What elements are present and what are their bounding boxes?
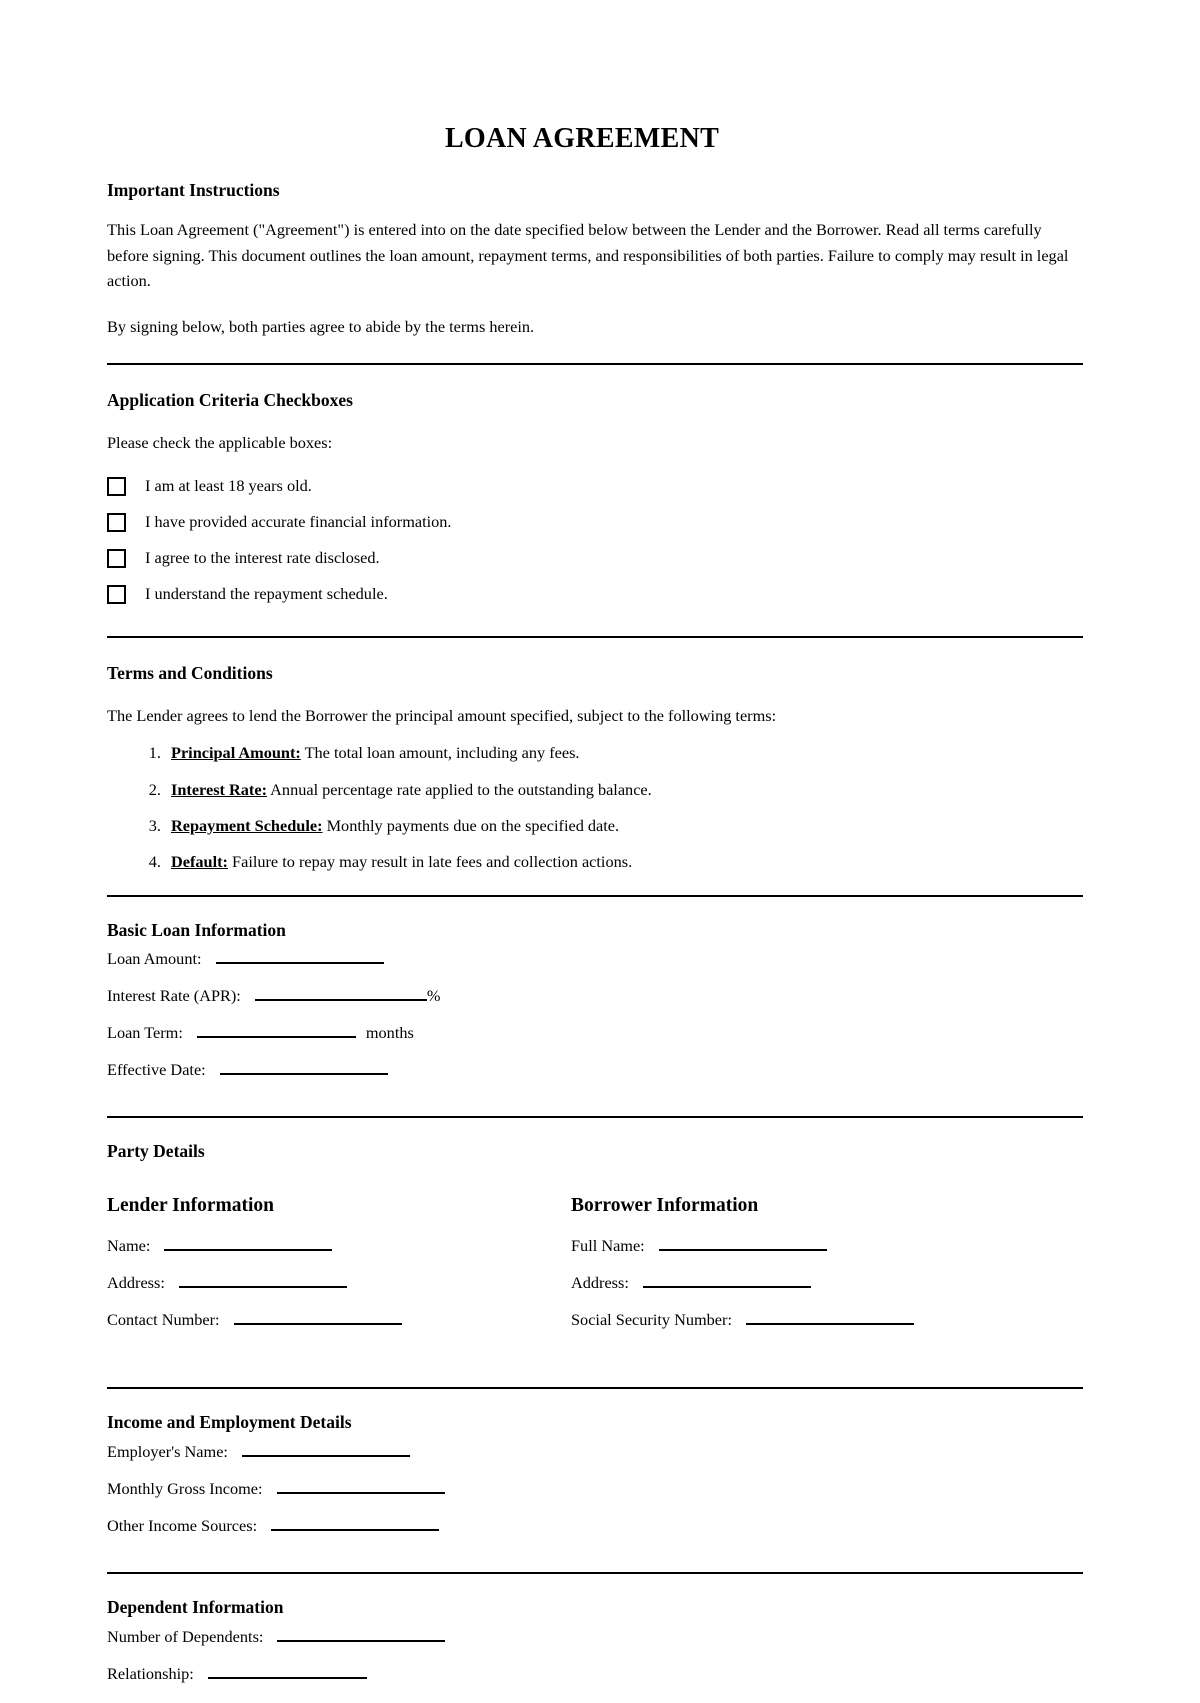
field-input-number-of-dependents[interactable] (277, 1629, 445, 1642)
field-label-loan-term: Loan Term: (107, 1023, 183, 1043)
borrower-information-column (571, 1193, 1075, 1349)
field-label-borrower-address: Address: (571, 1273, 629, 1293)
field-label-borrower-full-name: Full Name: (571, 1236, 645, 1256)
field-input-employers-name[interactable] (242, 1444, 410, 1457)
field-input-lender-address[interactable] (179, 1275, 347, 1288)
field-row-lender-address (107, 1275, 571, 1312)
term-text-interest-rate: Annual percentage rate applied to the outstanding balance. (267, 779, 652, 799)
checkbox-item-repayment-schedule[interactable] (107, 576, 1075, 612)
term-text-default: Failure to repay may result in late fees and collection actions. (227, 852, 633, 872)
field-input-effective-date[interactable] (220, 1062, 388, 1075)
term-lead-default: Default: (171, 852, 228, 872)
checkbox-item-financial-info[interactable] (107, 504, 1075, 540)
term-lead-interest-rate: Interest Rate: (171, 779, 267, 799)
checkbox-label-age: I am at least 18 years old. (145, 476, 312, 496)
checkbox-label-repayment-schedule: I understand the repayment schedule. (145, 584, 388, 604)
checkbox-icon-financial-info[interactable] (107, 513, 126, 532)
field-label-lender-contact-number: Contact Number: (107, 1310, 220, 1330)
field-suffix-percent: % (426, 986, 441, 1006)
checkbox-label-financial-info: I have provided accurate financial information. (145, 512, 452, 532)
instructions-paragraph-2: By signing below, both parties agree to abide by the terms herein. (107, 316, 535, 336)
field-suffix-months: months (365, 1023, 414, 1043)
basic-loan-fields (107, 951, 1075, 1099)
terms-and-conditions-list (107, 745, 1075, 870)
term-lead-principal-amount: Principal Amount: (171, 743, 301, 763)
field-label-interest-rate-apr: Interest Rate (APR): (107, 986, 241, 1006)
term-text-principal-amount: The total loan amount, including any fees. (300, 743, 580, 763)
instructions-paragraph-1: This Loan Agreement ("Agreement") is entered into on the date specified below between the Lender and the Borrower. Read all terms carefully before signing. This document outlines the loan amount, repayment terms, and responsibilities of both parties. Failure to comply may result in legal action. (107, 220, 1069, 291)
checkbox-label-interest-rate: I agree to the interest rate disclosed. (145, 548, 380, 568)
checkbox-item-interest-rate[interactable] (107, 540, 1075, 576)
field-row-number-of-dependents (107, 1626, 1075, 1666)
field-label-effective-date: Effective Date: (107, 1060, 206, 1080)
field-input-borrower-address[interactable] (643, 1275, 811, 1288)
field-row-borrower-full-name (571, 1238, 1075, 1275)
lender-information-column (107, 1193, 571, 1349)
section-heading-important-instructions: Important Instructions (107, 179, 280, 200)
checkbox-icon-interest-rate[interactable] (107, 549, 126, 568)
field-row-effective-date (107, 1062, 1075, 1099)
checkbox-item-age[interactable] (107, 468, 1075, 504)
terms-list-item (165, 779, 1075, 799)
field-label-number-of-dependents: Number of Dependents: (107, 1626, 264, 1646)
field-input-borrower-full-name[interactable] (659, 1238, 827, 1251)
field-label-other-income-sources: Other Income Sources: (107, 1516, 258, 1536)
field-row-loan-term (107, 1025, 1075, 1062)
dependent-information-fields (107, 1626, 1075, 1703)
field-row-employers-name (107, 1444, 1075, 1481)
field-label-borrower-ssn: Social Security Number: (571, 1310, 732, 1330)
field-input-interest-rate-apr[interactable] (255, 988, 427, 1001)
field-input-monthly-gross-income[interactable] (277, 1481, 445, 1494)
field-label-loan-amount: Loan Amount: (107, 949, 202, 969)
checkbox-icon-age[interactable] (107, 477, 126, 496)
page-title: LOAN AGREEMENT (444, 123, 720, 154)
field-row-borrower-ssn (571, 1312, 1075, 1349)
section-heading-terms-and-conditions: Terms and Conditions (107, 663, 273, 684)
section-heading-party-details: Party Details (107, 1141, 205, 1162)
field-input-lender-name[interactable] (164, 1238, 332, 1251)
field-input-relationship[interactable] (208, 1666, 367, 1679)
section-heading-income-and-employment: Income and Employment Details (107, 1412, 352, 1433)
field-input-lender-contact-number[interactable] (234, 1312, 402, 1325)
field-row-lender-contact-number (107, 1312, 571, 1349)
sub-heading-borrower-information: Borrower Information (571, 1195, 759, 1217)
field-row-monthly-gross-income (107, 1481, 1075, 1518)
terms-list-item (165, 854, 1075, 870)
field-label-lender-address: Address: (107, 1273, 165, 1293)
checkbox-icon-repayment-schedule[interactable] (107, 585, 126, 604)
section-heading-basic-loan-information: Basic Loan Information (107, 919, 286, 940)
application-criteria-checkbox-list (107, 468, 1075, 612)
field-row-lender-name (107, 1238, 571, 1275)
sub-heading-lender-information: Lender Information (107, 1195, 275, 1217)
income-employment-fields (107, 1444, 1075, 1555)
term-text-repayment-schedule: Monthly payments due on the specified date. (322, 815, 620, 835)
field-input-loan-term[interactable] (197, 1025, 356, 1038)
field-row-interest-rate-apr (107, 988, 1075, 1025)
field-label-monthly-gross-income: Monthly Gross Income: (107, 1479, 263, 1499)
criteria-lead-text: Please check the applicable boxes: (107, 432, 333, 452)
field-row-other-income-sources (107, 1518, 1075, 1555)
field-label-lender-name: Name: (107, 1236, 151, 1256)
field-label-employers-name: Employer's Name: (107, 1442, 228, 1462)
field-row-relationship (107, 1663, 1075, 1703)
field-row-loan-amount (107, 951, 1075, 988)
party-details-columns (107, 1193, 1075, 1349)
section-heading-application-criteria: Application Criteria Checkboxes (107, 390, 353, 411)
terms-list-item (165, 815, 1075, 835)
terms-lead-text: The Lender agrees to lend the Borrower the principal amount specified, subject to the following terms: (107, 705, 777, 725)
field-input-other-income-sources[interactable] (271, 1518, 439, 1531)
section-heading-dependent-information: Dependent Information (107, 1597, 284, 1618)
field-input-borrower-ssn[interactable] (746, 1312, 914, 1325)
field-row-borrower-address (571, 1275, 1075, 1312)
field-label-relationship: Relationship: (107, 1663, 194, 1683)
terms-list-item (165, 745, 1075, 761)
term-lead-repayment-schedule: Repayment Schedule: (171, 815, 323, 835)
field-input-loan-amount[interactable] (216, 951, 384, 964)
